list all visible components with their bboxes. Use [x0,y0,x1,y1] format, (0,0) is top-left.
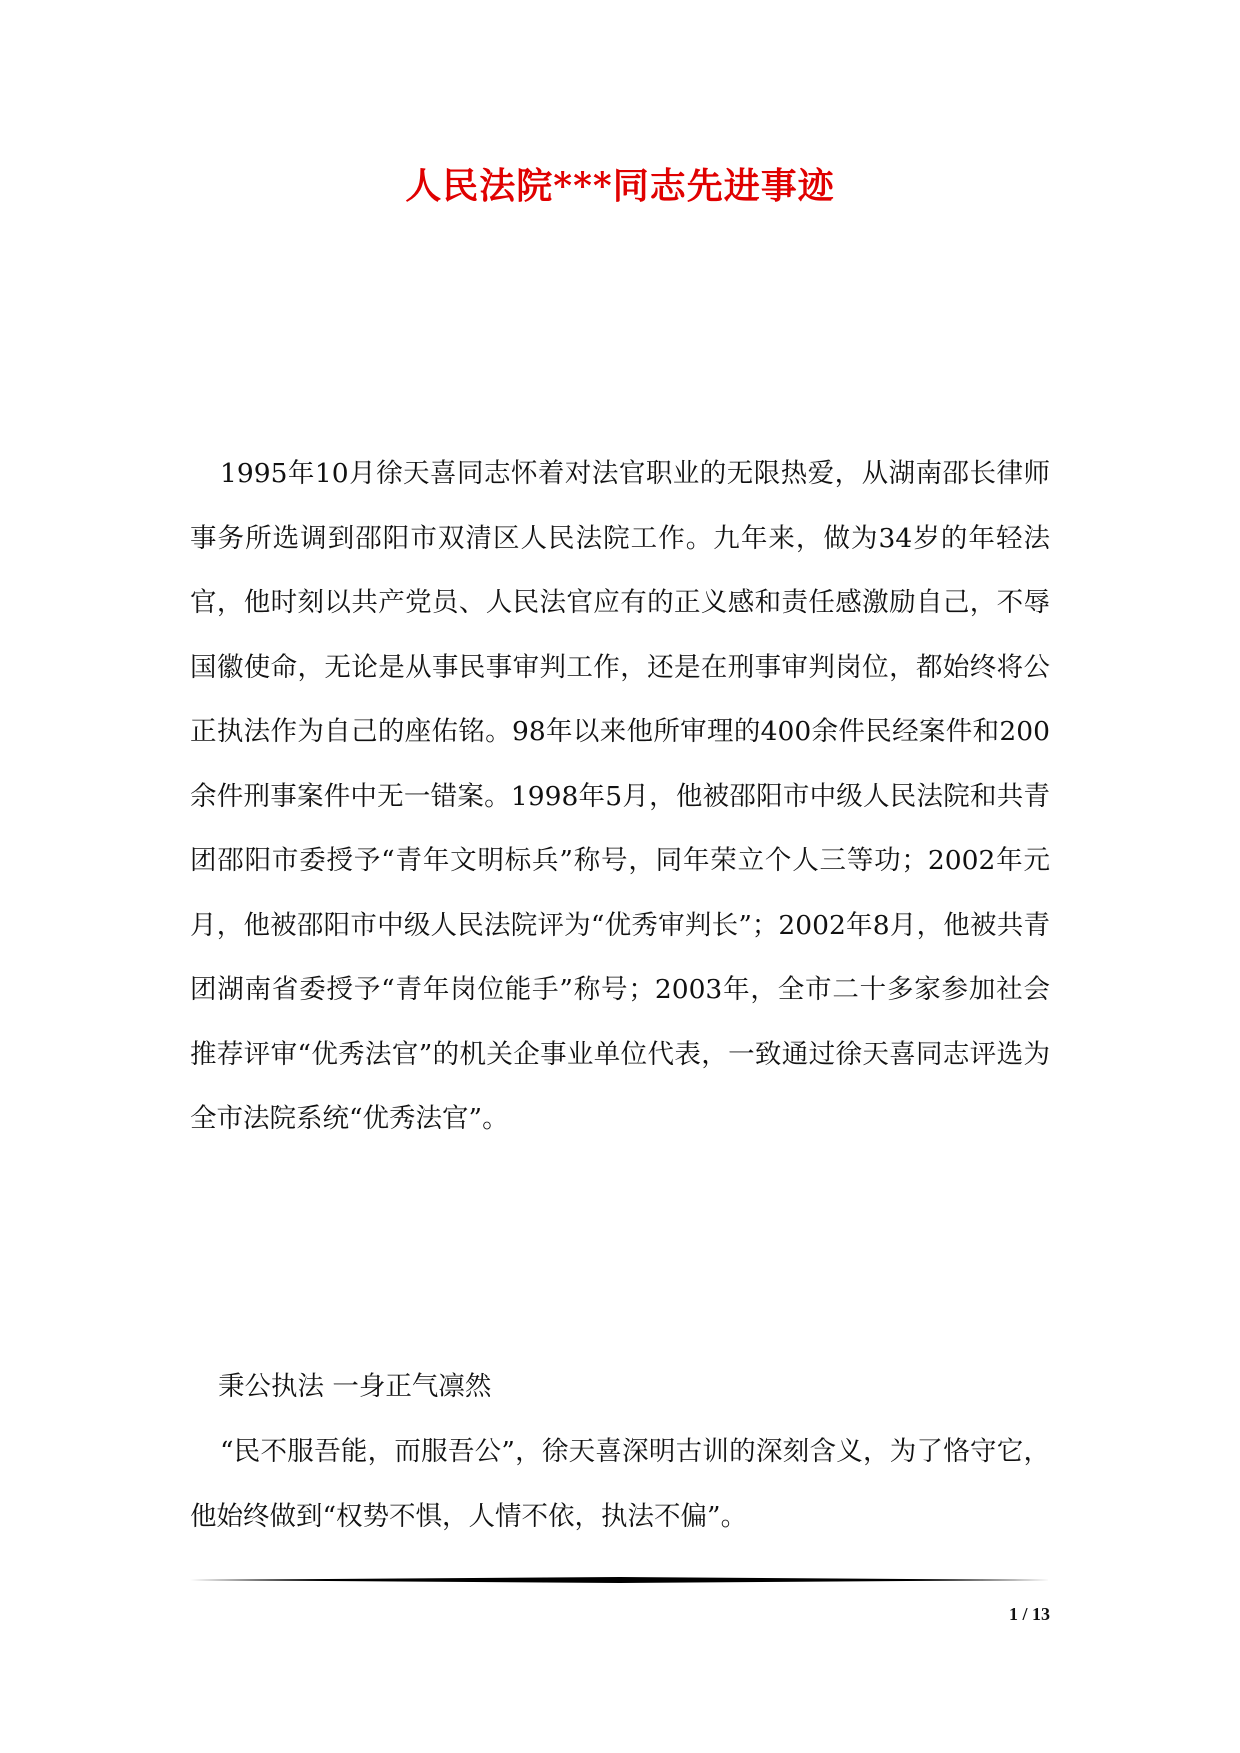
section-heading: 秉公执法 一身正气凛然 [218,1371,492,1402]
document-title: 人民法院***同志先进事迹 [405,165,835,207]
body-paragraph: 1995年10月徐天喜同志怀着对法官职业的无限热爱，从湖南邵长律师事务所选调到邵阳市双清区人民法院工作。九年来，做为34岁的年轻法官，他时刻以共产党员、人民法官应有的正义感和责任感激励自己，不辱国徽使命，无论是从事民事审判工作，还是在刑事审判岗位，都始终将公正执法作为自己的座佑铭。98年以来他所审理的400余件民经案件和200余件刑事案件中无一错案。1998年5月，他被邵阳市中级人民法院和共青团邵阳市委授予“青年文明标兵”称号，同年荣立个人三等功；2002年元月，他被邵阳市中级人民法院评为“优秀审判长”；2002年8月，他被共青团湖南省委授予“青年岗位能手”称号；2003年，全市二十多家参加社会推荐评审“优秀法官”的机关企事业单位代表，一致通过徐天喜同志评选为全市法院系统“优秀法官”。 [190,458,1050,1134]
footer-divider-line [190,1577,1050,1583]
footer-divider [190,1577,1050,1583]
page-number: 1 / 13 [1008,1604,1050,1624]
body-paragraph: “民不服吾能，而服吾公”，徐天喜深明古训的深刻含义，为了恪守它，他始终做到“权势不惧，人情不依，执法不偏”。 [190,1436,1050,1532]
